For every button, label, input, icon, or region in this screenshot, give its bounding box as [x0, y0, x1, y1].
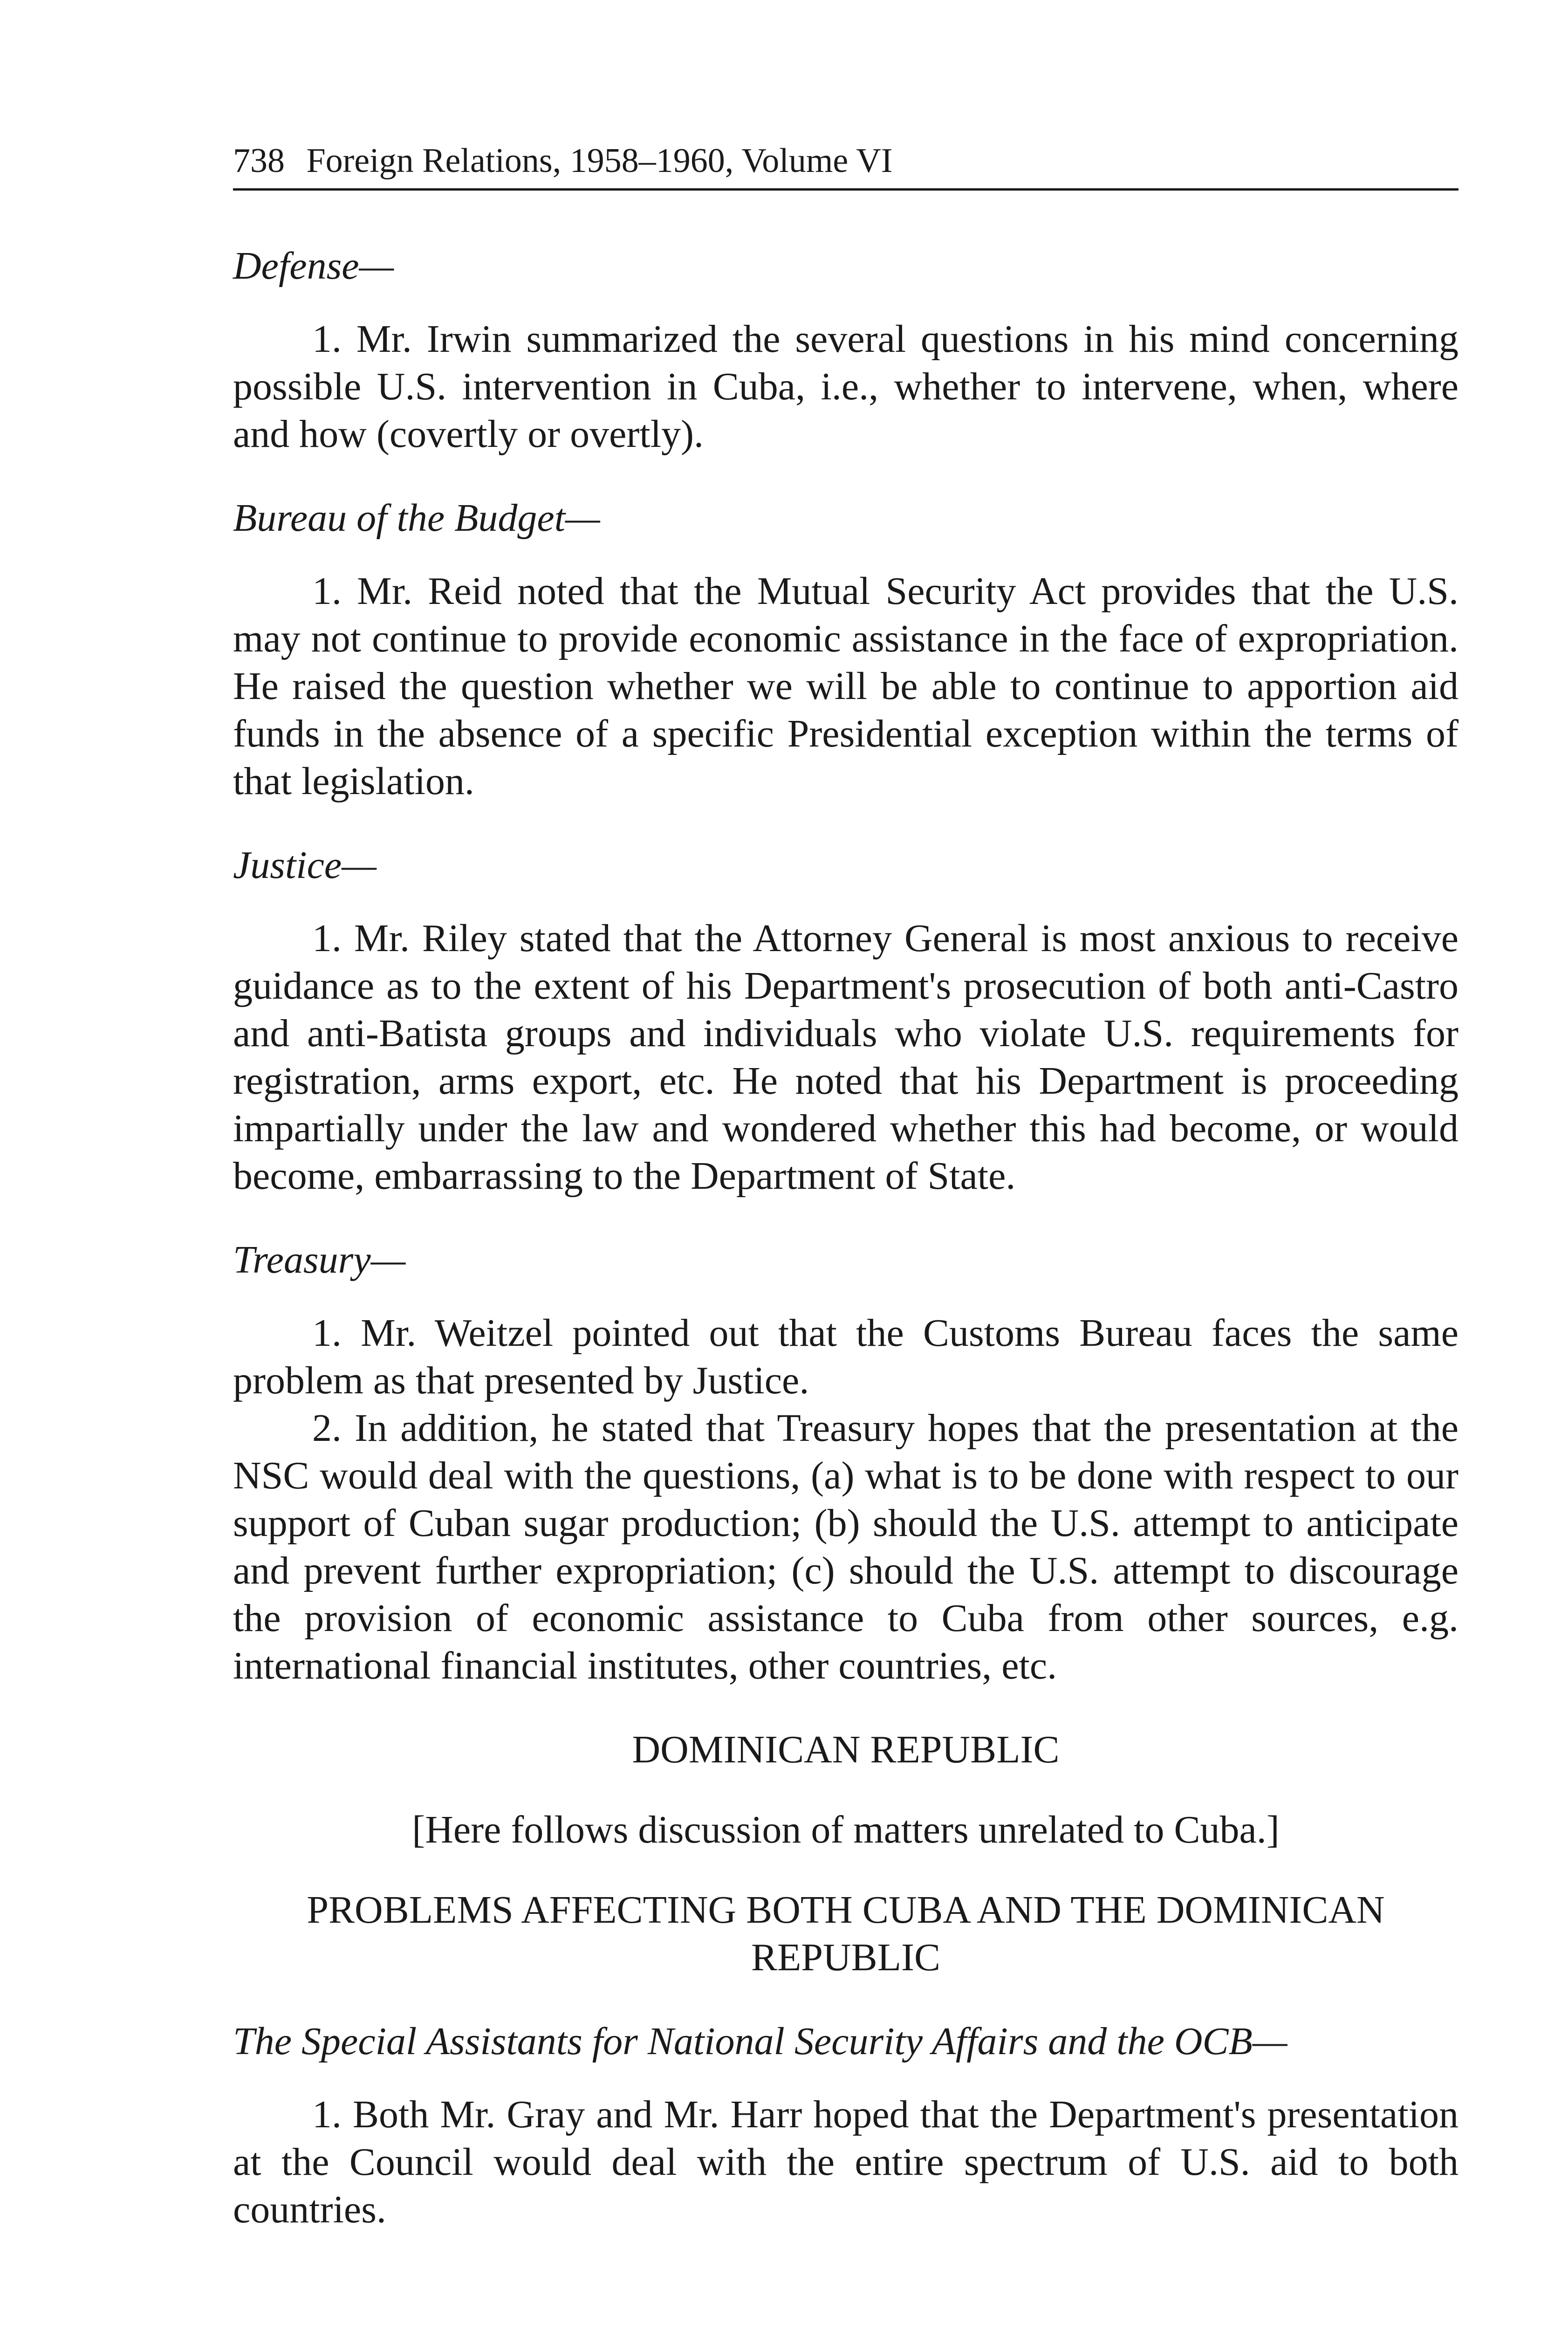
section-budget	[233, 494, 1458, 805]
paragraph: 1. Mr. Weitzel pointed out that the Customs Bureau faces the same problem as that presented by Justice.	[233, 1311, 1458, 1402]
section-heading: Justice—	[233, 843, 377, 887]
paragraph: 1. Both Mr. Gray and Mr. Harr hoped that the Department's presentation at the Council would deal with the entire spectrum of U.S. aid to both countries.	[233, 2093, 1458, 2231]
section-heading: Bureau of the Budget—	[233, 496, 600, 540]
section-heading: The Special Assistants for National Security Affairs and the OCB—	[233, 2020, 1287, 2063]
paragraph: 2. In addition, he stated that Treasury hopes that the presentation at the NSC would deal with the questions, (a) what is to be done with respect to our support of Cuban sugar production; (b) should the U.S. attempt to anticipate and prevent further expropriation; (c) should the U.S. attempt to discourage the provision of economic assistance to Cuba from other sources, e.g. international financial institutes, other countries, etc.	[233, 1406, 1458, 1687]
centered-title-line: PROBLEMS AFFECTING BOTH CUBA AND THE DOMINICAN	[307, 1888, 1385, 1932]
section-heading: Treasury—	[233, 1238, 406, 1282]
section-defense	[233, 242, 1458, 458]
page-number: 738	[233, 142, 285, 180]
section-heading: Defense—	[233, 244, 394, 288]
section-dominican-republic	[233, 1726, 1458, 1854]
paragraph: 1. Mr. Reid noted that the Mutual Security Act provides that the U.S. may not continue to provide economic assistance in the face of expropriation. He raised the question whether we will be able to continue to apportion aid funds in the absence of a specific Presidential exception within the terms of that legislation.	[233, 569, 1458, 803]
section-justice	[233, 842, 1458, 1200]
document-body	[233, 242, 1458, 2234]
editorial-note: [Here follows discussion of matters unrelated to Cuba.]	[412, 1808, 1280, 1851]
centered-title-line: REPUBLIC	[751, 1936, 941, 1979]
running-head	[233, 140, 1458, 191]
paragraph: 1. Mr. Irwin summarized the several questions in his mind concerning possible U.S. intervention in Cuba, i.e., whether to intervene, when, where and how (covertly or overtly).	[233, 317, 1458, 456]
section-both-countries	[233, 1886, 1458, 2234]
centered-title: DOMINICAN REPUBLIC	[632, 1728, 1060, 1771]
publication-title: Foreign Relations, 1958–1960, Volume VI	[306, 142, 893, 180]
section-treasury	[233, 1236, 1458, 1690]
paragraph: 1. Mr. Riley stated that the Attorney General is most anxious to receive guidance as to the extent of his Department's prosecution of both anti-Castro and anti-Batista groups and individuals who violate U.S. requirements for registration, arms export, etc. He noted that his Department is proceeding impartially under the law and wondered whether this had become, or would become, embarrassing to the Department of State.	[233, 917, 1458, 1198]
